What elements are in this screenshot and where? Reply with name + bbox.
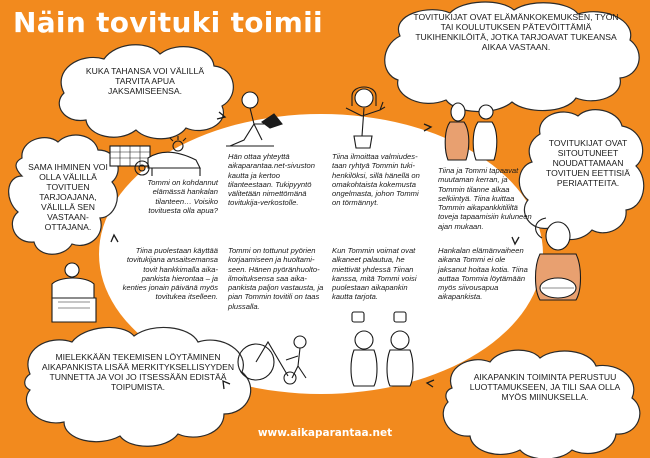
cloud-bottom-right-text: AIKAPANKIN TOIMINTA PERUSTUU LUOTTAMUKSEEN, JA TILI SAA OLLA MYÖS MIINUKSELLA.: [469, 372, 621, 402]
cloud-left-text: SAMA IHMINEN VOI OLLA VÄLILLÄ TOVITUEN TARJOAJANA, VÄLILLÄ SEN VASTAAN-OTTAJANA.: [28, 162, 108, 232]
person-at-desk-icon: [52, 263, 96, 322]
story-text-4: Tiina ja Tommi tapaavat muutaman kerran, ja Tommin tilanne alkaa selkiintyä. Tiina kuittaa Tommin aikapankkitililtä toveja tapaamisiin kuluneen ajan mukaan.: [438, 166, 532, 231]
cloud-top-right-text: TOVITUKIJAT OVAT ELÄMÄNKOKEMUKSEN, TYÖN TAI KOULUTUKSEN PÄTEVÖITTÄMIÄ TUKIHENKILÖITÄ, JOTKA TARJOAVAT TUKEANSA AIKAA VASTAAN.: [413, 12, 619, 52]
story-text-5: Tiina puolestaan käyttää tovitukijana ansaitsemansa tovit hankkimalla aika-pankista hierontaa – ja kenties jonain päivänä myös tovitukea itselleen.: [122, 246, 218, 302]
page-title: Näin tovituki toimii: [13, 6, 323, 39]
story-text-8: Hankalan elämänvaiheen aikana Tommi ei ole jaksanut hoitaa kotia. Tiina auttaa Tommia löytämään myös siivousapua aikapankista.: [438, 246, 528, 302]
footer-link[interactable]: www.aikaparantaa.net: [257, 427, 393, 439]
cloud-bottom-right: [443, 350, 640, 458]
cloud-top-left-text: KUKA TAHANSA VOI VÄLILLÄ TARVITA APUA JAKSAMISEENSA.: [85, 66, 205, 96]
story-text-7: Kun Tommin voimat ovat alkaneet palautua, he miettivät yhdessä Tiinan kanssa, mitä Tommi voisi puolestaan aikapankin kautta tarjota.: [332, 246, 417, 302]
story-text-1: Tommi on kohdannut elämässä hankalan tilanteen… Voisiko tovituesta olla apua?: [147, 178, 218, 215]
cloud-bottom-left-text: MIELEKKÄÄN TEKEMISEN LÖYTÄMINEN AIKAPANKISTA LISÄÄ MERKITYKSELLISYYDEN TUNNETTA JA VOI JO ITSESSÄÄN EDISTÄÄ TOIPUMISTA.: [41, 352, 235, 392]
arrow-4: [427, 380, 434, 387]
cloud-right-text: TOVITUKIJAT OVAT SITOUTUNEET NOUDATTAMAAN TOVITUEN EETTISIÄ PERIAATTEITA.: [546, 138, 630, 188]
arrow-2: [424, 124, 431, 131]
story-text-2: Hän ottaa yhteyttä aikaparantaa.net-sivuston kautta ja kertoo tilanteestaan. Tukipyyntö välitetään nimettömänä tovitukija-verkostolle.: [228, 152, 315, 208]
story-text-6: Tommi on tottunut pyörien korjaamiseen ja huoltami-seen. Hänen pyöränhuolto-ilmoituksensa saa aika-pankista paljon vastausta, ja pian Tommin tovitili on taas plussalla.: [228, 246, 324, 311]
story-text-3: Tiina ilmoittaa valmiudes-taan ryhtyä Tommin tuki-henkilöksi, sillä hänellä on omakohtaista kokemusta ongelmasta, johon Tommi on törmännyt.: [332, 152, 420, 208]
